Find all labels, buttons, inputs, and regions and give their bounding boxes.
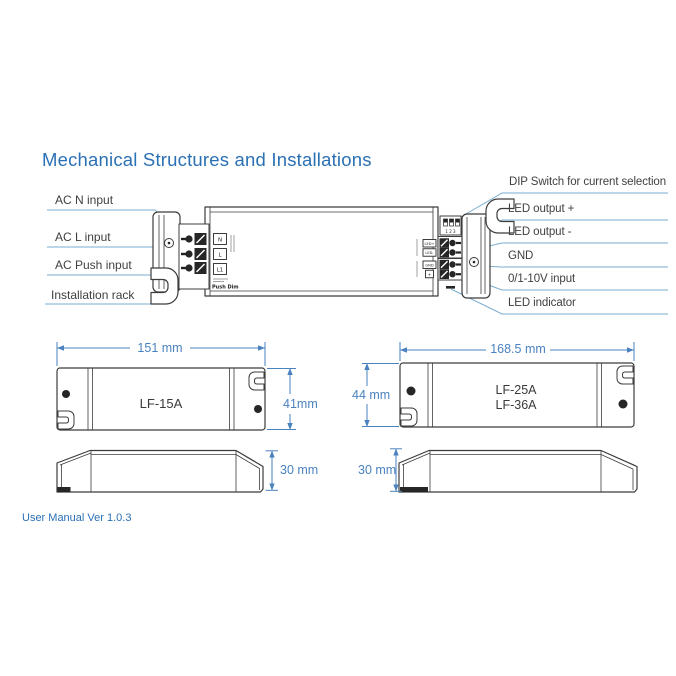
callout-dip-switch: DIP Switch for current selection xyxy=(509,176,667,188)
callout-0-1-10v-input: 0/1-10V input xyxy=(508,273,576,285)
right-mounting-rack xyxy=(462,214,490,298)
terminal-label-l: L xyxy=(218,252,222,259)
dip-switch xyxy=(440,216,461,235)
lf25a-side-view xyxy=(390,449,637,493)
output-terminals xyxy=(438,237,462,281)
callout-ac-n-input: AC N input xyxy=(55,193,114,207)
dim-height-lf15a: 41mm xyxy=(283,397,318,411)
push-dim-label: Push Dim xyxy=(212,284,239,291)
dim-height-lf25a: 44 mm xyxy=(352,388,391,402)
callout-led-indicator: LED indicator xyxy=(508,297,576,309)
label-gnd: GND xyxy=(425,263,434,268)
dim-width-lf25a: 168.5 mm xyxy=(490,342,546,356)
callout-ac-l-input: AC L input xyxy=(55,230,111,244)
model-label-lf36a: LF-36A xyxy=(495,398,537,412)
terminal-label-n: N xyxy=(217,237,223,244)
callout-led-output-plus: LED output + xyxy=(508,203,575,215)
callout-gnd: GND xyxy=(508,250,534,262)
callout-led-output-minus: LED output - xyxy=(508,226,572,238)
screw xyxy=(62,390,70,398)
label-led-plus: LED+ xyxy=(424,241,435,246)
screw xyxy=(407,387,416,396)
screw xyxy=(254,405,262,413)
lf15a-side-view xyxy=(57,451,278,493)
dim-depth-lf25a: 30 mm xyxy=(358,463,397,477)
device-top-diagram xyxy=(151,199,514,304)
model-label-lf25a: LF-25A xyxy=(495,383,537,397)
screw xyxy=(619,400,628,409)
page-title: Mechanical Structures and Installations xyxy=(42,149,372,170)
callout-ac-push-input: AC Push input xyxy=(55,258,132,272)
terminal-label-l1: L1 xyxy=(216,267,224,274)
dip-switch-numbers: 1 2 3 xyxy=(445,229,456,234)
label-plus: + xyxy=(427,271,432,277)
dim-depth-lf15a: 30 mm xyxy=(280,463,319,477)
footer-version: User Manual Ver 1.0.3 xyxy=(22,512,132,524)
label-led-minus: LED- xyxy=(425,251,434,256)
dim-width-lf15a: 151 mm xyxy=(137,341,183,355)
device-body xyxy=(205,207,438,296)
led-indicator xyxy=(446,286,455,289)
model-label-lf15a: LF-15A xyxy=(139,396,183,411)
callout-installation-rack: Installation rack xyxy=(51,288,135,302)
